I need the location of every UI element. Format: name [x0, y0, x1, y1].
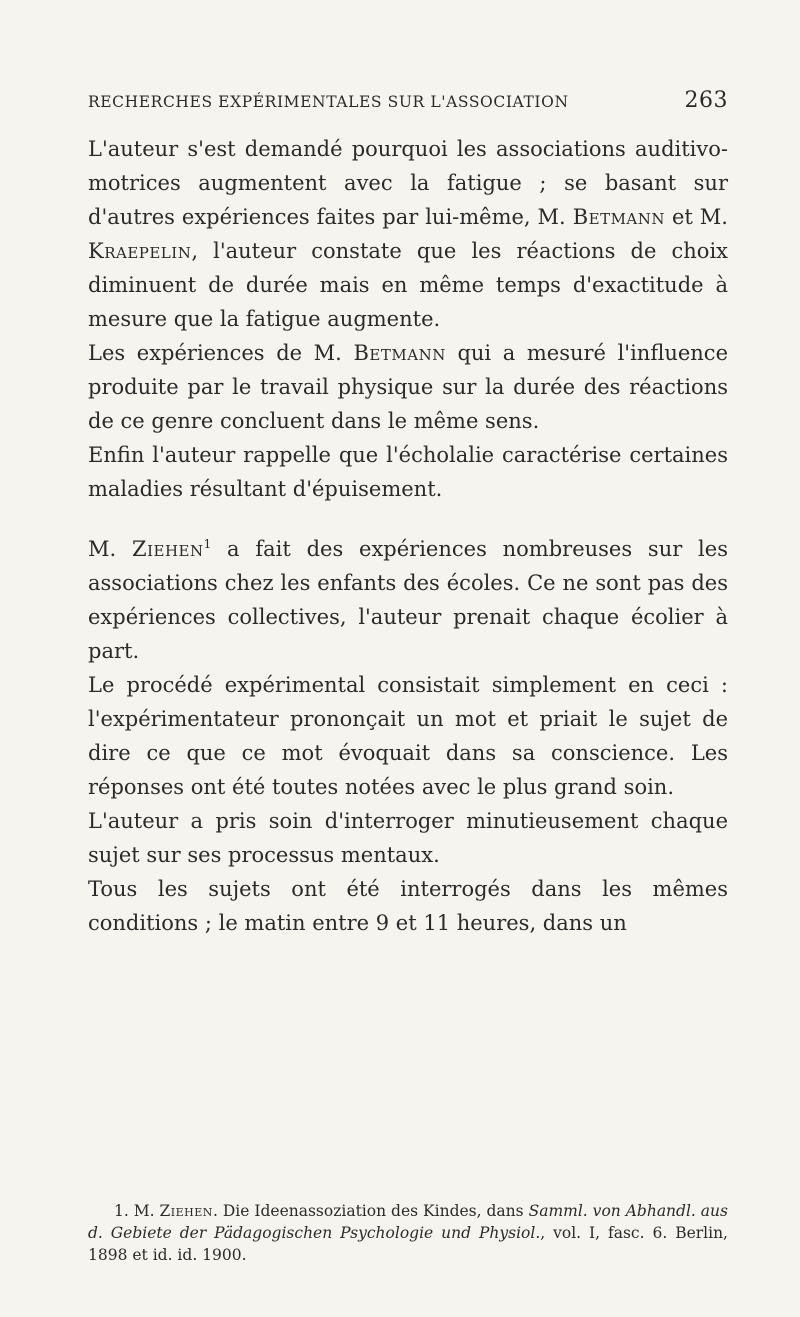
paragraph-7: Tous les sujets ont été interrogés dans les mêmes conditions ; le matin entre 9 et 11 heures, dans un: [88, 877, 728, 935]
paragraph-3: Enfin l'auteur rappelle que l'écholalie caractérise certaines maladies résultant d'épuisement.: [88, 443, 728, 501]
footnote-author: Ziehen: [159, 1202, 213, 1220]
author-name: Ziehen: [131, 537, 204, 561]
paragraph-2: Les expériences de M. Betmann qui a mesuré l'influence produite par le travail physique sur la durée des réactions de ce genre concluent dans le même sens.: [88, 341, 728, 433]
page-number: 263: [684, 88, 728, 113]
running-head: RECHERCHES EXPÉRIMENTALES SUR L'ASSOCIATION: [88, 93, 569, 111]
author-name: Kraepelin: [88, 239, 192, 263]
body-text: [88, 132, 728, 940]
footnote-title: Samml. von Abhandl. aus d. Gebiete der Pädagogischen Psychologie und Physiol.: [88, 1202, 728, 1242]
author-name: Betmann: [572, 205, 666, 229]
paragraph-6: L'auteur a pris soin d'interroger minutieusement chaque sujet sur ses processus mentaux.: [88, 809, 728, 867]
paragraph-5: Le procédé expérimental consistait simplement en ceci : l'expérimentateur prononçait un mot et priait le sujet de dire ce que ce mot évoquait dans sa conscience. Les réponses ont été toutes notées avec le plus grand soin.: [88, 673, 728, 799]
section-gap: [88, 506, 728, 532]
paragraph-4: M. Ziehen$^1$ a fait des expériences nombreuses sur les associations chez les enfants des écoles. Ce ne sont pas des expériences collectives, l'auteur prenait chaque écolier à part.: [88, 537, 728, 663]
paragraph-1: L'auteur s'est demandé pourquoi les associations auditivo-motrices augmentent avec la fatigue ; se basant sur d'autres expériences faites par lui-même, M. Betmann et M. Kraepelin, l'auteur constate que les réactions de choix diminuent de durée mais en même temps d'exactitude à mesure que la fatigue augmente.: [88, 137, 728, 331]
author-name: Betmann: [353, 341, 446, 365]
footnote-marker: 1: [203, 537, 212, 551]
page-header: [88, 88, 728, 118]
footnote: 1. M. Ziehen. Die Ideenassoziation des Kindes, dans Samml. von Abhandl. aus d. Gebiete der Pädagogischen Psychologie und Physiol., vol. I, fasc. 6. Berlin, 1898 et id. id. 1900.: [88, 1202, 728, 1264]
